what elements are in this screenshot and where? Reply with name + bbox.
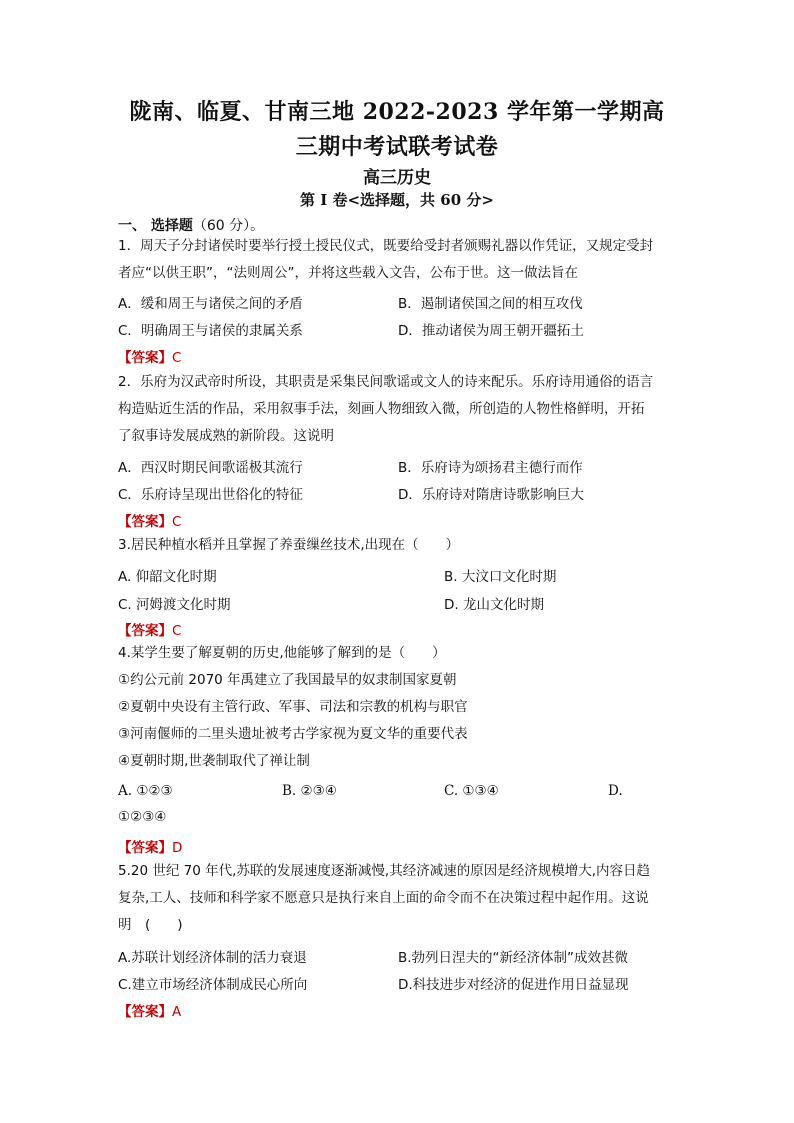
answer-label: 【答案】 — [118, 840, 172, 856]
question-line: 明 ( ) — [118, 917, 183, 933]
option-d-wrap: ①②③④ — [118, 809, 167, 825]
section-points: （60 分）。 — [192, 218, 265, 234]
statement-item: ③河南偃师的二里头遗址被考古学家视为夏文华的重要代表 — [118, 726, 468, 742]
statement-item: ④夏朝时期,世袭制取代了禅让制 — [118, 753, 310, 769]
question-4-text — [118, 640, 678, 775]
option-b: B．遏制诸侯国之间的相互攻伐 — [398, 296, 583, 312]
section-heading — [118, 215, 264, 235]
exam-title-line2: 三期中考试联考试卷 — [295, 134, 499, 160]
question-line: 4.某学生要了解夏朝的历史,他能够了解到的是（ ） — [118, 645, 446, 661]
question-line: 者应“以供王职”，“法则周公”，并将这些载入文告，公布于世。这一做法旨在 — [118, 265, 578, 281]
answer-value: D — [172, 840, 183, 856]
answer-value: C — [172, 623, 182, 639]
answer-label: 【答案】 — [118, 623, 172, 639]
answer-5 — [118, 1000, 181, 1020]
answer-1 — [118, 346, 181, 366]
answer-label: 【答案】 — [118, 514, 172, 530]
statement-item: ①约公元前 2070 年禹建立了我国最早的奴隶制国家夏朝 — [118, 672, 457, 688]
answer-value: A — [172, 1004, 182, 1020]
question-line: 了叙事诗发展成熟的新阶段。这说明 — [118, 428, 334, 444]
question-line: 3.居民种植水稻并且掌握了养蚕缫丝技术,出现在（ ） — [118, 537, 460, 553]
option-b: B．乐府诗为颂扬君主德行而作 — [398, 460, 583, 476]
option-a: A. 仰韶文化时期 — [118, 569, 217, 585]
question-3-text — [118, 532, 678, 559]
volume-heading: 第 I 卷<选择题，共 60 分> — [300, 191, 494, 209]
option-c: C. 河姆渡文化时期 — [118, 597, 231, 613]
exam-title-line1: 陇南、临夏、甘南三地 2022-2023 学年第一学期高 — [129, 99, 665, 125]
option-a: A. ①②③ — [118, 783, 173, 799]
question-line: 2．乐府为汉武帝时所设，其职责是采集民间歌谣或文人的诗来配乐。乐府诗用通俗的语言 — [118, 374, 654, 390]
question-line: 构造贴近生活的作品，采用叙事手法，刻画人物细致入微，所创造的人物性格鲜明，开拓 — [118, 401, 645, 417]
answer-value: C — [172, 350, 182, 366]
answer-4 — [118, 836, 182, 856]
question-5-text — [118, 858, 678, 939]
option-d: D. — [608, 783, 623, 799]
option-c: C.建立市场经济体制成民心所向 — [118, 977, 308, 993]
option-a: A．缓和周王与诸侯之间的矛盾 — [118, 296, 303, 312]
option-d: D.科技进步对经济的促进作用日益显现 — [398, 977, 629, 993]
question-line: 1．周天子分封诸侯时要举行授土授民仪式，既要给受封者颁赐礼器以作凭证，又规定受封 — [118, 238, 654, 254]
section-label: 一、 选择题 — [118, 218, 193, 234]
option-c: C．乐府诗呈现出世俗化的特征 — [118, 487, 303, 503]
option-b: B. ②③④ — [282, 783, 337, 799]
option-c: C. ①③④ — [444, 783, 499, 799]
option-c: C．明确周王与诸侯的隶属关系 — [118, 323, 303, 339]
question-line: 5.20 世纪 70 年代,苏联的发展速度逐渐减慢,其经济减速的原因是经济规模增大,内容日趋 — [118, 863, 650, 879]
question-line: 复杂,工人、技师和科学家不愿意只是执行来自上面的命令而不在决策过程中起作用。这说 — [118, 890, 649, 906]
statement-item: ②夏朝中央设有主管行政、军事、司法和宗教的机构与职官 — [118, 699, 468, 715]
subject-heading: 高三历史 — [363, 168, 431, 188]
answer-label: 【答案】 — [118, 1004, 172, 1020]
answer-2 — [118, 510, 181, 530]
option-a: A．西汉时期民间歌谣极其流行 — [118, 460, 303, 476]
option-a: A.苏联计划经济体制的活力衰退 — [118, 950, 307, 966]
answer-label: 【答案】 — [118, 350, 172, 366]
answer-value: C — [172, 514, 182, 530]
option-d: D．推动诸侯为周王朝开疆拓土 — [398, 323, 584, 339]
option-d: D. 龙山文化时期 — [444, 597, 544, 613]
option-b: B. 大汶口文化时期 — [444, 569, 557, 585]
option-b: B.勃列日涅夫的“新经济体制”成效甚微 — [398, 950, 629, 966]
option-d: D．乐府诗对隋唐诗歌影响巨大 — [398, 487, 584, 503]
answer-3 — [118, 619, 181, 639]
question-1-text — [118, 233, 678, 287]
question-2-text — [118, 369, 678, 450]
